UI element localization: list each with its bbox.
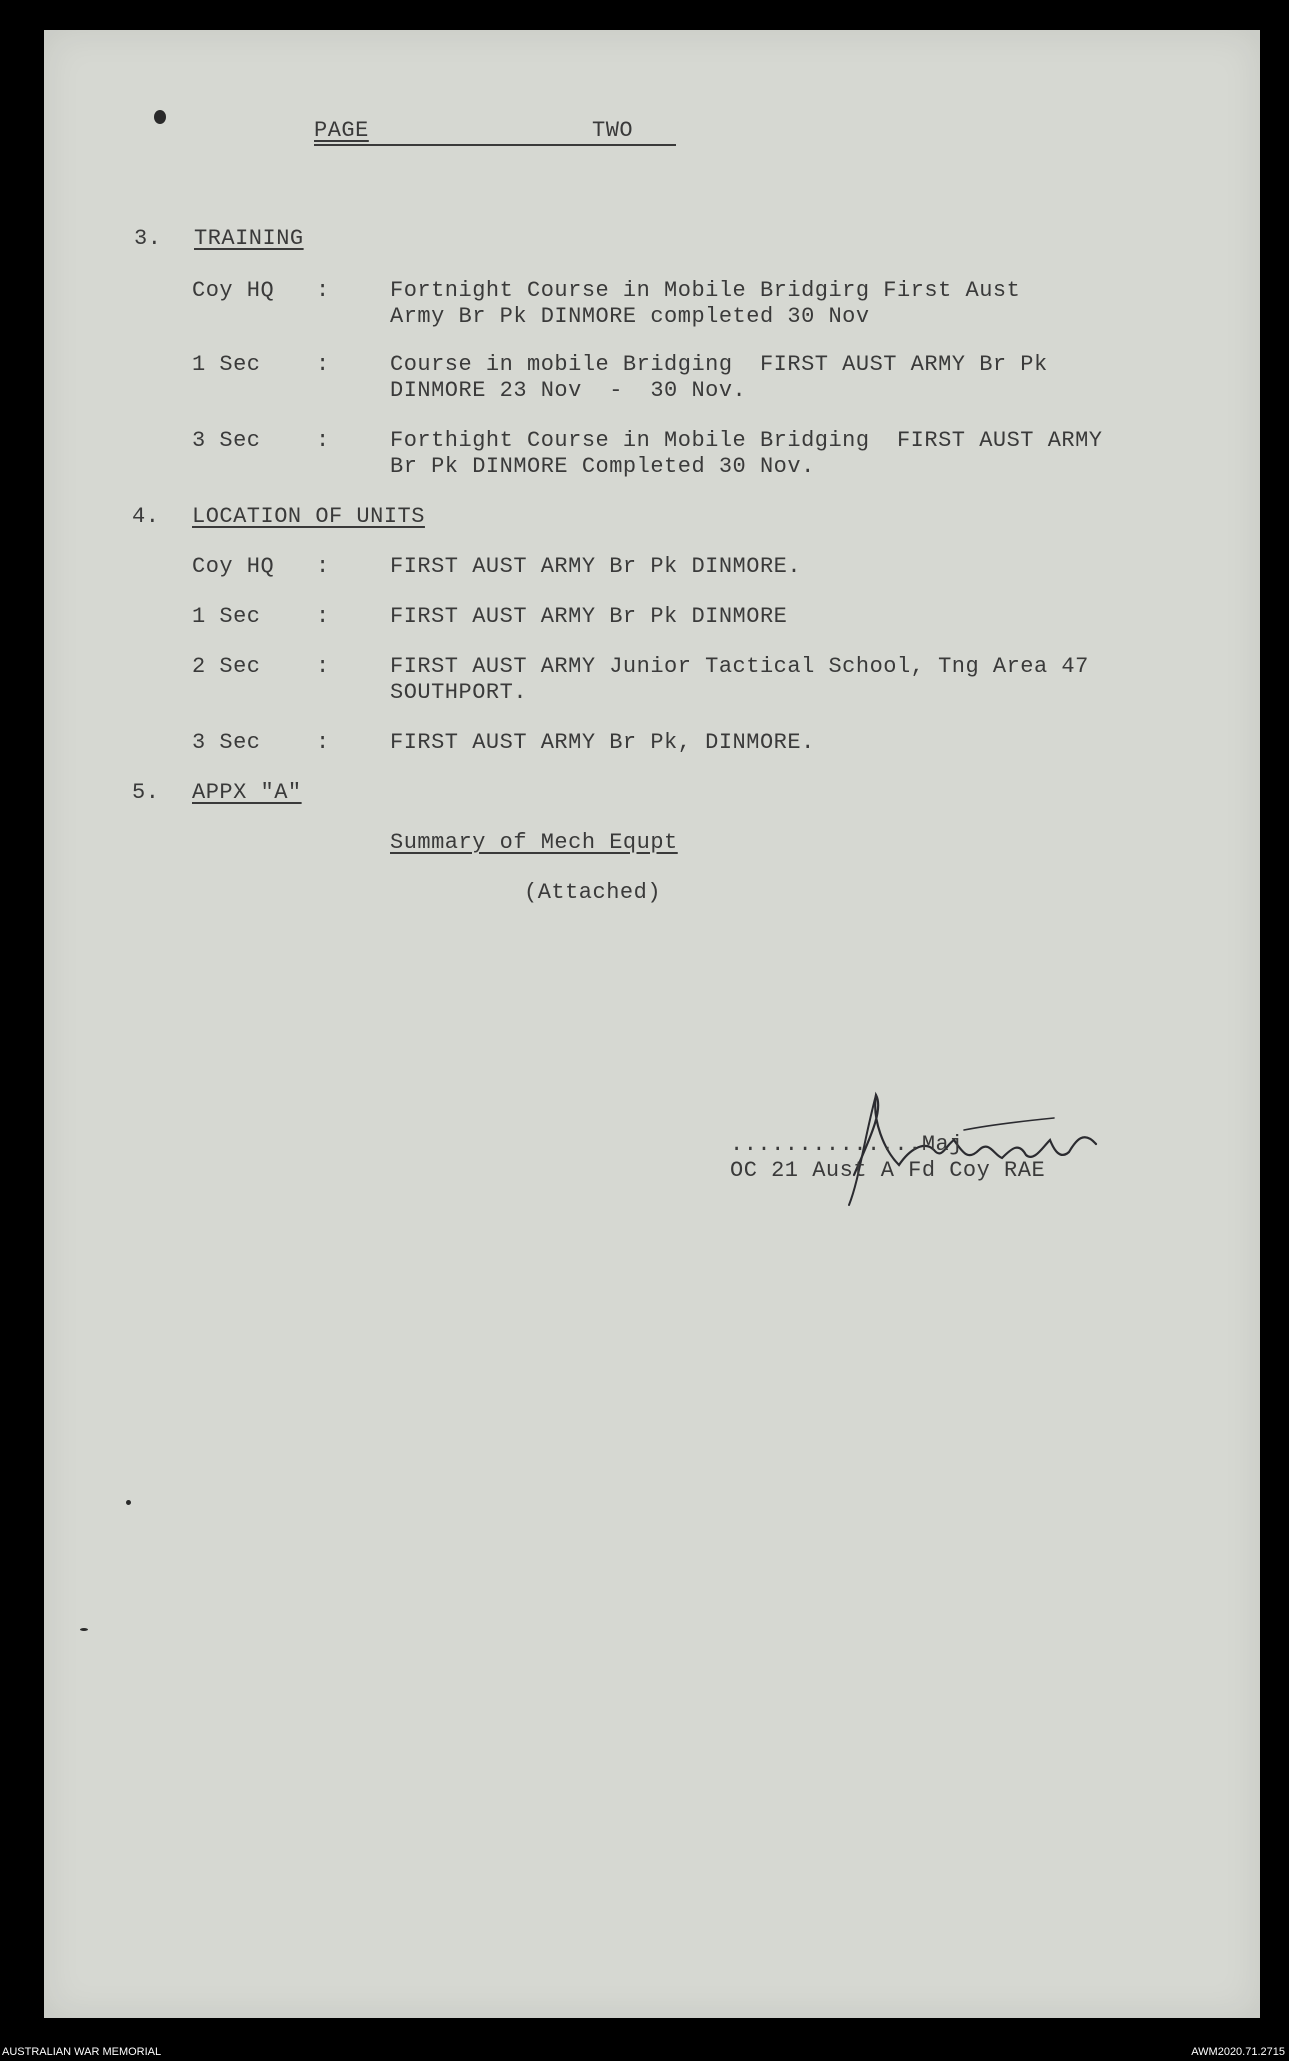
entry-separator: : xyxy=(316,554,330,579)
entry-unit: 1 Sec xyxy=(192,352,261,377)
entry-text: FIRST AUST ARMY Br Pk DINMORE. xyxy=(390,554,802,579)
signature-title: OC 21 Aust A Fd Coy RAE xyxy=(730,1158,1046,1183)
entry-text: Fortnight Course in Mobile Bridgirg First Aust xyxy=(390,278,1021,303)
entry-unit: 3 Sec xyxy=(192,730,261,755)
entry-unit: Coy HQ xyxy=(192,554,275,579)
entry-separator: : xyxy=(316,604,330,629)
footer-left: AUSTRALIAN WAR MEMORIAL xyxy=(2,2046,162,2058)
entry-separator: : xyxy=(316,352,330,377)
paper-mark xyxy=(80,1628,88,1631)
entry-text: FIRST AUST ARMY Junior Tactical School, Tng Area 47 xyxy=(390,654,1089,679)
entry-text: SOUTHPORT. xyxy=(390,680,528,705)
entry-text: Br Pk DINMORE Completed 30 Nov. xyxy=(390,454,815,479)
entry-separator: : xyxy=(316,730,330,755)
entry-text: DINMORE 23 Nov - 30 Nov. xyxy=(390,378,747,403)
document-page xyxy=(44,30,1260,2018)
entry-text: Army Br Pk DINMORE completed 30 Nov xyxy=(390,304,870,329)
section-number: 4. xyxy=(132,504,160,529)
header-underline xyxy=(314,144,676,146)
section-heading: APPX "A" xyxy=(192,780,302,805)
entry-separator: : xyxy=(316,278,330,303)
section-number: 5. xyxy=(132,780,160,805)
section-heading: TRAINING xyxy=(194,226,304,251)
entry-text: FIRST AUST ARMY Br Pk DINMORE xyxy=(390,604,788,629)
section-heading: LOCATION OF UNITS xyxy=(192,504,425,529)
footer-right: AWM2020.71.2715 xyxy=(1191,2046,1285,2058)
section-number: 3. xyxy=(134,226,162,251)
page-label: PAGE xyxy=(314,118,369,143)
entry-separator: : xyxy=(316,654,330,679)
summary-title: Summary of Mech Equpt xyxy=(390,830,678,855)
paper-mark xyxy=(154,110,166,124)
entry-unit: 3 Sec xyxy=(192,428,261,453)
entry-unit: 2 Sec xyxy=(192,654,261,679)
paper-mark xyxy=(126,1500,131,1505)
entry-text: Course in mobile Bridging FIRST AUST ARMY Br Pk xyxy=(390,352,1048,377)
entry-separator: : xyxy=(316,428,330,453)
entry-unit: Coy HQ xyxy=(192,278,275,303)
entry-text: FIRST AUST ARMY Br Pk, DINMORE. xyxy=(390,730,815,755)
signature-rank: ..............Maj xyxy=(730,1132,963,1157)
attached-note: (Attached) xyxy=(524,880,662,905)
page-number: TWO xyxy=(592,118,634,143)
entry-text: Forthight Course in Mobile Bridging FIRST AUST ARMY xyxy=(390,428,1103,453)
entry-unit: 1 Sec xyxy=(192,604,261,629)
